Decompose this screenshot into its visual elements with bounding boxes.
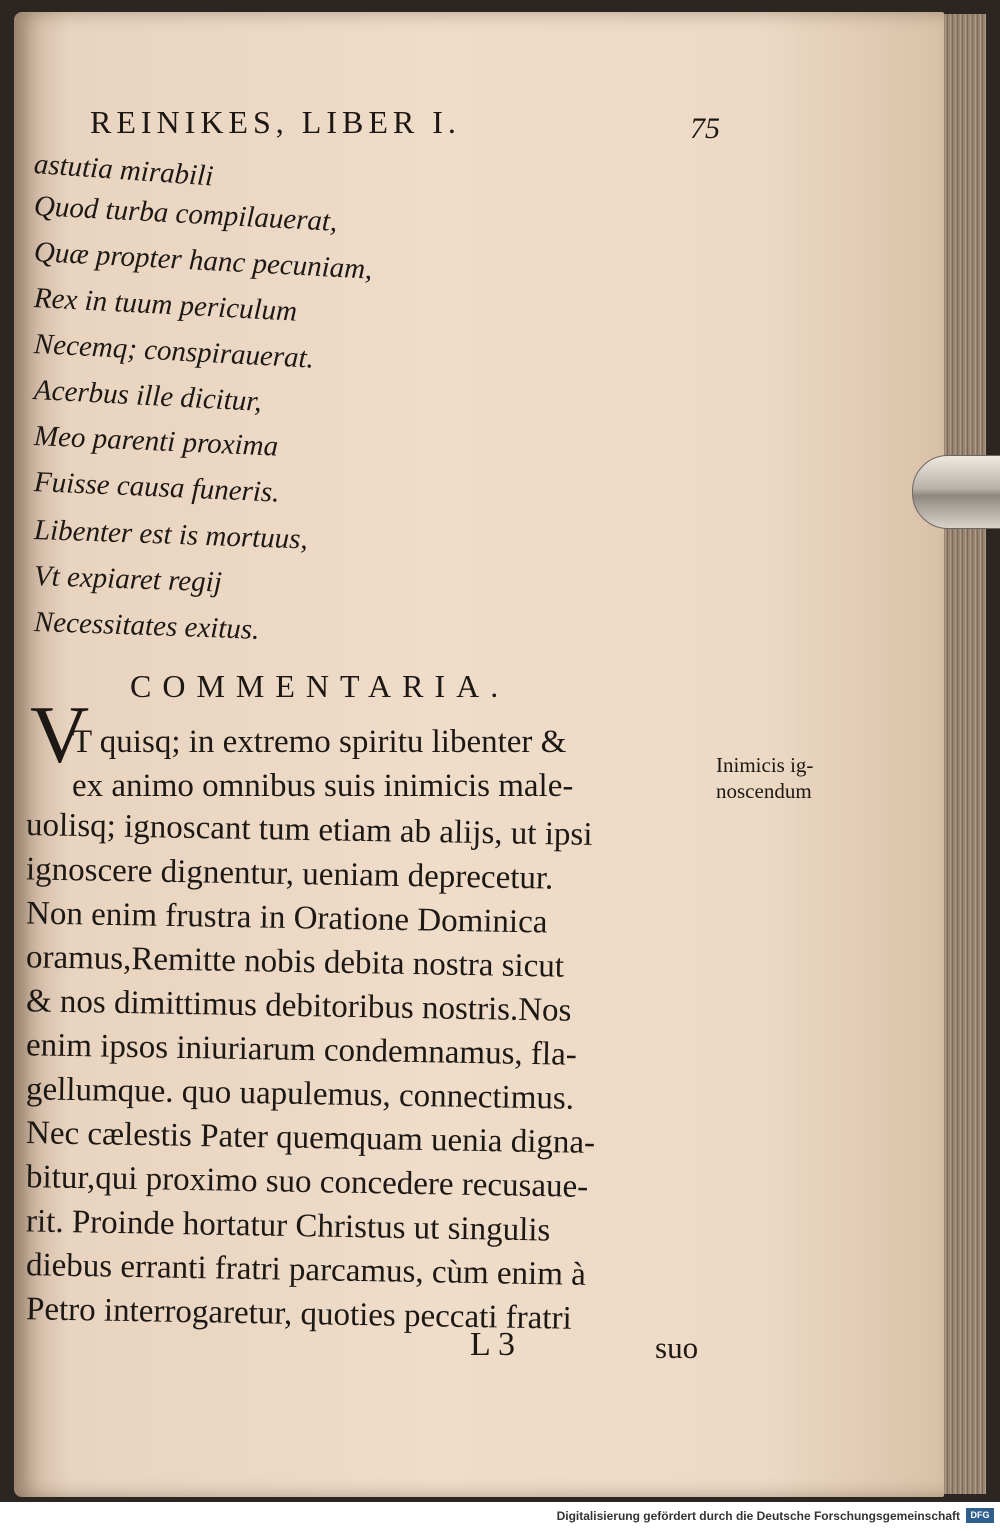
verse-line: Acerbus ille dicitur, [33,374,263,418]
body-line: enim ipsos iniuriarum condemnamus, fla- [25,1027,578,1073]
verse-line: Meo parenti proxima [33,420,279,463]
body-line: uolisq; ignoscant tum etiam ab alijs, ut ipsi [25,807,593,853]
marginal-note-line: noscendum [716,779,812,803]
body-line: ignoscere dignentur, ueniam deprecetur. [25,851,554,897]
body-line: gellumque. quo uapulemus, connectimus. [25,1071,575,1117]
body-line: & nos dimittimus debitoribus nostris.Nos [25,983,572,1029]
catchword: suo [655,1330,699,1365]
digitization-footer [0,1502,1000,1531]
drop-capital: V [30,689,90,780]
page-clip [912,455,1000,529]
verse-line: Necessitates exitus. [33,606,260,646]
verse-line: astutia mirabili [32,148,215,193]
signature-mark: L 3 [470,1326,516,1363]
marginal-note [716,752,813,804]
page-number: 75 [690,112,720,145]
body-line: rit. Proinde hortatur Christus ut singulis [25,1203,551,1249]
body-line: Petro interrogaretur, quoties peccati fratri [25,1291,572,1337]
verse-line: Quod turba compilauerat, [33,190,339,238]
body-line: Nec cælestis Pater quemquam uenia digna- [25,1115,596,1161]
verse-line: Quæ propter hanc pecuniam, [33,236,374,286]
body-line: diebus erranti fratri parcamus, cùm enim à [25,1247,587,1293]
verse-line: Rex in tuum periculum [33,282,298,328]
verse-line: Vt expiaret regij [33,560,223,599]
verse-line: Libenter est is mortuus, [33,514,309,556]
verse-line: Fuisse causa funeris. [33,466,281,509]
page-stack-edge [944,14,986,1494]
body-line: ex animo omnibus suis inimicis male- [72,768,574,804]
footer-credit: Digitalisierung gefördert durch die Deutsche Forschungsgemeinschaft [556,1509,960,1523]
verse-line: Necemq; conspirauerat. [33,328,315,375]
body-line: bitur,qui proximo suo concedere recusaue- [25,1159,589,1205]
dfg-logo-icon: DFG [966,1508,994,1523]
body-line: Non enim frustra in Oratione Dominica [25,895,548,941]
marginal-note-line: Inimicis ig- [716,753,814,777]
commentary-heading: COMMENTARIA. [130,668,510,704]
body-line: oramus,Remitte nobis debita nostra sicut [25,939,565,985]
running-head: REINIKES, LIBER I. [90,104,461,140]
body-line: T quisq; in extremo spiritu libenter & [72,724,567,760]
